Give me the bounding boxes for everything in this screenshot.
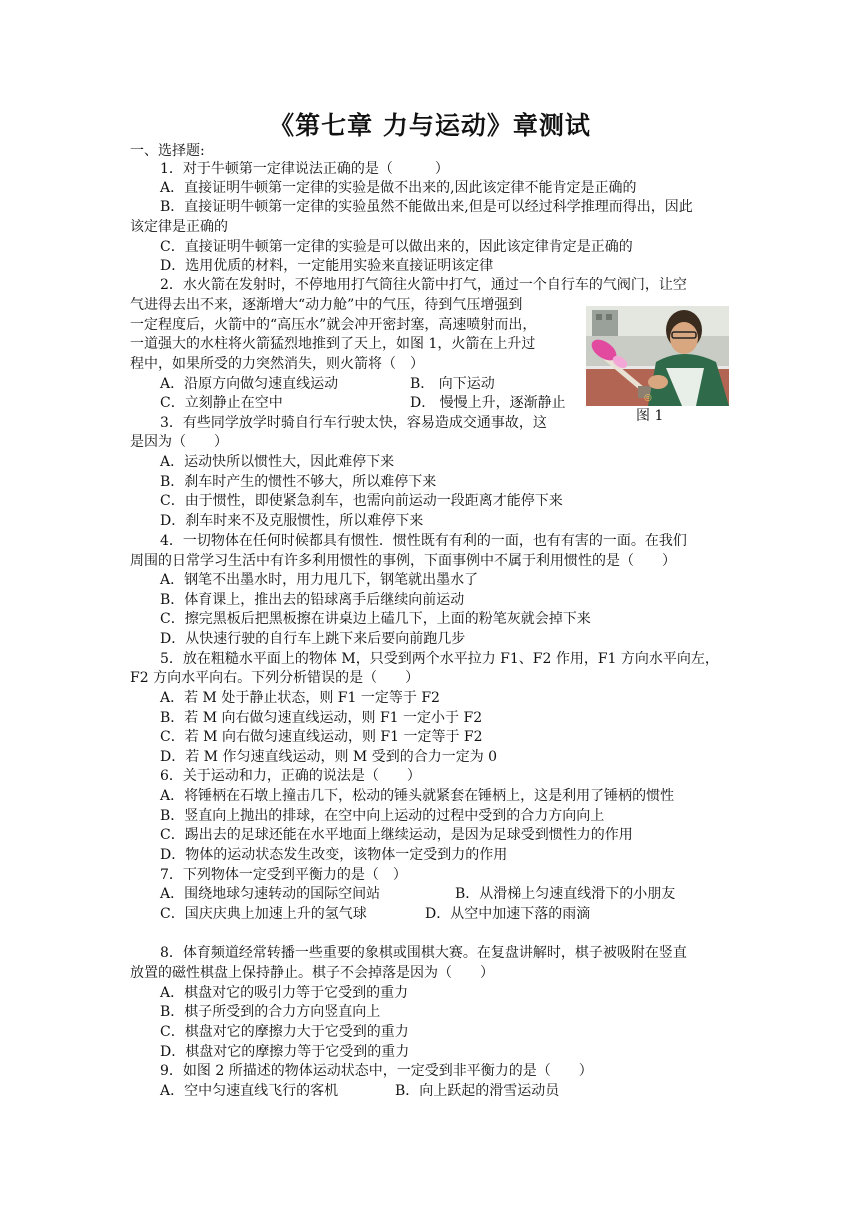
- q7-option-a: A．围绕地球匀速转动的国际空间站: [160, 886, 381, 902]
- q3-stem-2: 是因为（ ）: [130, 434, 228, 450]
- q1-stem: 1．对于牛顿第一定律说法正确的是（ ）: [160, 161, 449, 177]
- q6-option-a: A．将锤柄在石墩上撞击几下，松动的锤头就紧套在锤柄上，这是利用了锤柄的惯性: [160, 788, 675, 804]
- q8-option-d: D．棋盘对它的摩擦力等于它受到的重力: [160, 1044, 410, 1060]
- q5-option-a: A．若 M 处于静止状态，则 F1 一定等于 F2: [160, 690, 440, 706]
- q3-stem-1: 3．有些同学放学时骑自行车行驶太快，容易造成交通事故，这: [160, 415, 547, 431]
- q5-stem-2: F2 方向水平向右。下列分析错误的是（ ）: [130, 670, 420, 686]
- q3-option-d: D．刹车时来不及克服惯性，所以难停下来: [160, 513, 424, 529]
- q1-option-b-cont: 该定律是正确的: [130, 219, 228, 235]
- q6-option-d: D．物体的运动状态发生改变，该物体一定受到力的作用: [160, 847, 508, 863]
- q5-option-c: C．若 M 向右做匀速直线运动，则 F1 一定等于 F2: [160, 729, 483, 745]
- q3-option-b: B．刹车时产生的惯性不够大，所以难停下来: [160, 474, 437, 490]
- q9-option-b: B．向上跃起的滑雪运动员: [395, 1083, 560, 1099]
- q2-option-b: B． 向下运动: [410, 376, 495, 392]
- q6-stem: 6．关于运动和力，正确的说法是（ ）: [160, 768, 421, 784]
- q7-stem: 7．下列物体一定受到平衡力的是（ ）: [160, 867, 407, 883]
- q4-option-b: B．体育课上，推出去的铅球离手后继续向前运动: [160, 592, 465, 608]
- q7-option-d: D．从空中加速下落的雨滴: [425, 906, 591, 922]
- q1-option-a: A．直接证明牛顿第一定律的实验是做不出来的,因此该定律不能肯定是正确的: [160, 180, 637, 196]
- q2-option-d: D． 慢慢上升，逐渐静止: [410, 395, 566, 411]
- figure-1-photo: [586, 306, 729, 406]
- q9-stem: 9．如图 2 所描述的物体运动状态中，一定受到非平衡力的是（ ）: [160, 1063, 593, 1079]
- q2-option-c: C．立刻静止在空中: [160, 395, 283, 411]
- q4-option-d: D．从快速行驶的自行车上跳下来后要向前跑几步: [160, 631, 466, 647]
- svg-text:◎: ◎: [644, 393, 652, 403]
- q4-stem-2: 周围的日常学习生活中有许多利用惯性的事例，下面事例中不属于利用惯性的是（ ）: [130, 553, 676, 569]
- q4-option-a: A．钢笔不出墨水时，用力甩几下，钢笔就出墨水了: [160, 572, 479, 588]
- q2-stem-5: 程中，如果所受的力突然消失，则火箭将（ ）: [130, 356, 424, 372]
- q5-option-d: D．若 M 作匀速直线运动，则 M 受到的合力一定为 0: [160, 749, 498, 765]
- q3-option-c: C．由于惯性，即使紧急刹车，也需向前运动一段距离才能停下来: [160, 493, 563, 509]
- q8-stem-2: 放置的磁性棋盘上保持静止。棋子不会掉落是因为（ ）: [130, 965, 494, 981]
- q2-stem-2: 气进得去出不来，逐渐增大“动力舱”中的气压，待到气压增强到: [130, 297, 523, 313]
- q8-option-a: A．棋盘对它的吸引力等于它受到的重力: [160, 985, 409, 1001]
- section-heading: 一、选择题:: [130, 143, 205, 159]
- q2-stem-3: 一定程度后，火箭中的“高压水”就会冲开密封塞，高速喷射而出，: [130, 317, 537, 333]
- q6-option-c: C．踢出去的足球还能在水平地面上继续运动，是因为足球受到惯性力的作用: [160, 827, 633, 843]
- q5-option-b: B．若 M 向右做匀速直线运动，则 F1 一定小于 F2: [160, 710, 483, 726]
- q2-stem-1: 2．水火箭在发射时，不停地用打气筒往火箭中打气，通过一个自行车的气阀门，让空: [160, 277, 687, 293]
- q4-option-c: C．擦完黑板后把黑板擦在讲桌边上磕几下，上面的粉笔灰就会掉下来: [160, 611, 591, 627]
- q5-stem-1: 5．放在粗糙水平面上的物体 M，只受到两个水平拉力 F1、F2 作用，F1 方向水平向左，: [160, 651, 719, 667]
- water-rocket-photo-illustration: [586, 306, 729, 406]
- q7-option-b: B．从滑梯上匀速直线滑下的小朋友: [455, 886, 676, 902]
- q2-option-a: A．沿原方向做匀速直线运动: [160, 376, 339, 392]
- q9-option-a: A．空中匀速直线飞行的客机: [160, 1083, 339, 1099]
- q3-option-a: A．运动快所以惯性大，因此难停下来: [160, 454, 395, 470]
- q8-option-b: B．棋子所受到的合力方向竖直向上: [160, 1004, 381, 1020]
- q4-stem-1: 4．一切物体在任何时候都具有惯性．惯性既有有利的一面，也有有害的一面。在我们: [160, 533, 687, 549]
- page-title: 《第七章 力与运动》章测试: [269, 111, 591, 140]
- q8-stem-1: 8．体育频道经常转播一些重要的象棋或围棋大赛。在复盘讲解时，棋子被吸附在竖直: [160, 945, 687, 961]
- q1-option-d: D．选用优质的材料，一定能用实验来直接证明该定律: [160, 258, 494, 274]
- q8-option-c: C．棋盘对它的摩擦力大于它受到的重力: [160, 1024, 409, 1040]
- figure-1-caption: 图 1: [636, 408, 664, 424]
- q6-option-b: B．竖直向上抛出的排球，在空中向上运动的过程中受到的合力方向向上: [160, 808, 605, 824]
- q1-option-b: B．直接证明牛顿第一定律的实验虽然不能做出来,但是可以经过科学推理而得出，因此: [160, 199, 693, 215]
- q2-stem-4: 一道强大的水柱将火箭猛烈地推到了天上，如图 1，火箭在上升过: [130, 336, 536, 352]
- q7-option-c: C．国庆庆典上加速上升的氢气球: [160, 906, 367, 922]
- q1-option-c: C．直接证明牛顿第一定律的实验是可以做出来的，因此该定律肯定是正确的: [160, 239, 633, 255]
